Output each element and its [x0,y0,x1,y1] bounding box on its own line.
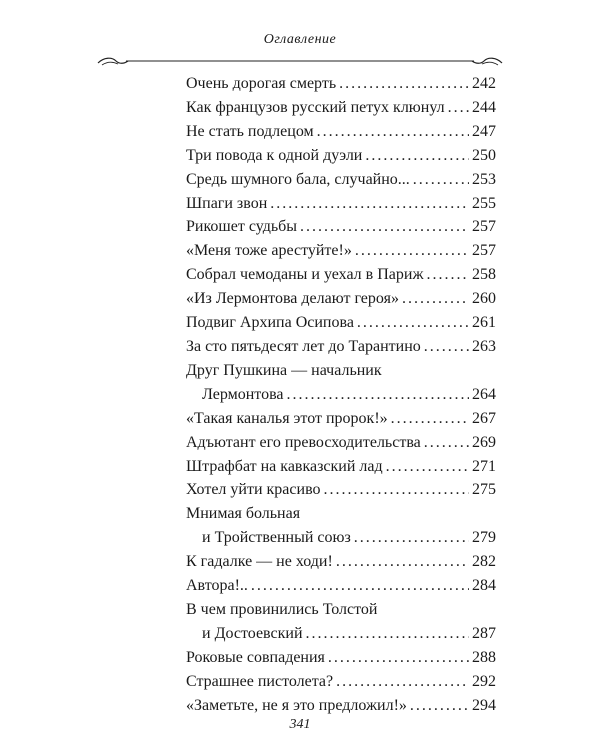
dot-leader [354,526,469,550]
toc-entry[interactable] [186,694,496,718]
dot-leader [391,407,469,431]
toc-entry-page: 261 [472,314,496,332]
toc-entry-page: 255 [472,194,496,212]
toc-entry-title: В чем провинились Толстой [186,600,378,618]
toc-entry-title: Автора!.. [186,577,248,595]
toc-entry-page: 269 [472,433,496,451]
toc-entry[interactable] [186,407,496,431]
toc-entry-title: Друг Пушкина — начальник [186,361,382,379]
toc-entry-title: Шпаги звон [186,194,268,212]
toc-entry-title: и Тройственный союз [202,529,351,547]
toc-entry-title: Хотел уйти красиво [186,481,321,499]
toc-entry-title: Лермонтова [202,385,284,403]
toc-entry-page: 288 [472,648,496,666]
ornamental-rule [96,54,504,68]
dot-leader [424,431,469,455]
dot-leader [251,574,469,598]
toc-entry-page: 282 [472,553,496,571]
toc-entry[interactable] [186,287,496,311]
toc-entry-title: Подвиг Архипа Осипова [186,314,354,332]
toc-entry[interactable] [186,359,496,407]
dot-leader [424,335,469,359]
dot-leader [317,120,469,144]
toc-entry[interactable] [186,335,496,359]
toc-entry[interactable] [186,120,496,144]
toc-entry-title: Адъютант его превосходительства [186,433,421,451]
toc-entry-title: К гадалке — не ходи! [186,553,333,571]
toc-entry-page: 284 [472,577,496,595]
toc-entry-title: и Достоевский [202,624,303,642]
page-number: 341 [289,717,311,732]
toc-entry-title: Очень дорогая смерть [186,75,337,92]
dot-leader [402,287,469,311]
toc-entry-page: 263 [472,337,496,355]
toc-entry-title: Роковые совпадения [186,648,325,666]
toc-entry[interactable] [186,598,496,646]
toc-entry[interactable] [186,646,496,670]
toc-entry-page: 244 [472,98,496,116]
toc-entry[interactable] [186,144,496,168]
dot-leader [386,455,469,479]
toc-entry[interactable] [186,72,496,96]
toc-entry-page: 271 [472,457,496,475]
dot-leader [270,192,469,216]
toc-entry[interactable] [186,168,496,192]
toc-entry-title: Собрал чемоданы и уехал в Париж [186,266,424,284]
toc-entry-page: 257 [472,218,496,236]
toc-entry-page: 242 [472,75,496,92]
toc-entry-title: За сто пятьдесят лет до Тарантино [186,337,421,355]
toc-entry[interactable] [186,550,496,574]
toc-entry-page: 250 [472,146,496,164]
toc-entry[interactable] [186,455,496,479]
toc-entry-title: Как французов русский петух клюнул [186,98,445,116]
table-of-contents [186,72,496,717]
toc-entry-page: 253 [472,170,496,188]
toc-entry-title: «Такая каналья этот пророк!» [186,409,388,427]
dot-leader [365,144,469,168]
toc-entry[interactable] [186,502,496,550]
toc-entry[interactable] [186,431,496,455]
toc-entry-title: Мнимая больная [186,505,301,523]
running-header-title: Оглавление [263,32,337,47]
dot-leader [328,646,469,670]
toc-entry-page: 260 [472,290,496,308]
toc-entry-page: 257 [472,242,496,260]
toc-entry[interactable] [186,478,496,502]
dot-leader [448,96,469,120]
toc-entry-page: 279 [472,529,496,547]
toc-entry-title: «Заметьте, не я это предложил!» [186,696,407,714]
dot-leader [336,670,469,694]
toc-entry[interactable] [186,96,496,120]
toc-entry-page: 292 [472,672,496,690]
dot-leader [300,215,469,239]
toc-entry[interactable] [186,574,496,598]
dot-leader [410,694,469,718]
toc-entry[interactable] [186,311,496,335]
toc-entry[interactable] [186,239,496,263]
toc-entry-title: Средь шумного бала, случайно... [186,170,410,188]
dot-leader [357,311,469,335]
toc-entry-page: 275 [472,481,496,499]
dot-leader [413,168,469,192]
toc-entry-page: 267 [472,409,496,427]
dot-leader [287,383,469,407]
toc-entry[interactable] [186,670,496,694]
toc-entry-title: «Меня тоже арестуйте!» [186,242,352,260]
toc-entry[interactable] [186,263,496,287]
toc-entry[interactable] [186,192,496,216]
dot-leader [339,72,469,96]
toc-entry-title: Страшнее пистолета? [186,672,334,690]
toc-entry-page: 258 [472,266,496,284]
dot-leader [324,478,469,502]
toc-entry-page: 287 [472,624,496,642]
toc-entry-title: «Из Лермонтова делают героя» [186,290,399,308]
toc-entry-title: Рикошет судьбы [186,218,298,236]
toc-entry-title: Три повода к одной дуэли [186,146,363,164]
toc-entry-title: Штрафбат на кавказский лад [186,457,383,475]
running-header [0,30,600,48]
toc-entry-page: 294 [472,696,496,714]
toc-entry[interactable] [186,215,496,239]
dot-leader [336,550,469,574]
dot-leader [427,263,470,287]
dot-leader [355,239,469,263]
toc-entry-page: 264 [472,385,496,403]
toc-entry-title: Не стать подлецом [186,122,314,140]
dot-leader [306,622,469,646]
toc-entry-page: 247 [472,122,496,140]
